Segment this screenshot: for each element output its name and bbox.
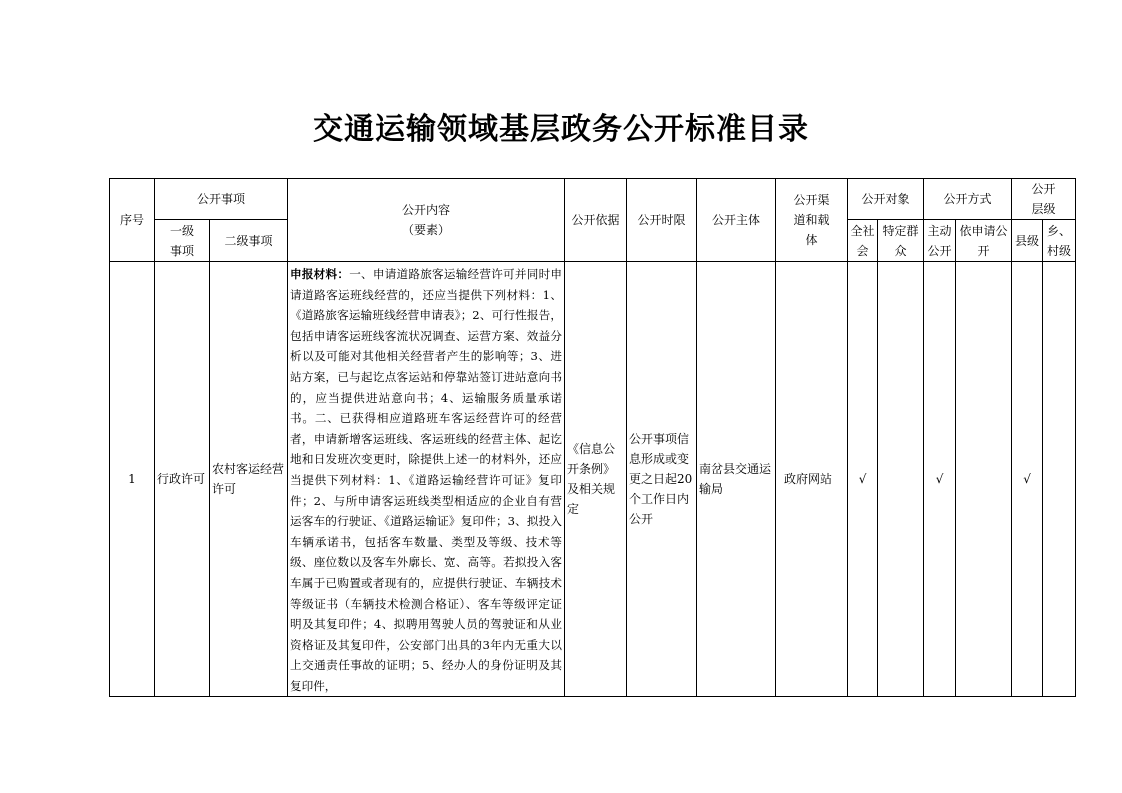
cell-basis: 《信息公开条例》及相关规定 bbox=[565, 262, 627, 697]
cell-subject: 南岔县交通运输局 bbox=[697, 262, 776, 697]
table-row bbox=[110, 262, 1076, 697]
header-method: 公开方式 bbox=[924, 179, 1012, 220]
cell-audience-all: √ bbox=[848, 262, 878, 697]
cell-audience-specific bbox=[878, 262, 924, 697]
header-level: 公开层级 bbox=[1012, 179, 1076, 220]
header-level2: 二级事项 bbox=[210, 220, 288, 262]
cell-method-active: √ bbox=[924, 262, 956, 697]
header-basis: 公开依据 bbox=[565, 179, 627, 262]
header-content bbox=[288, 179, 565, 262]
header-subject: 公开主体 bbox=[697, 179, 776, 262]
header-seq: 序号 bbox=[110, 179, 155, 262]
cell-time-limit: 公开事项信息形成或变更之日起20个工作日内公开 bbox=[627, 262, 697, 697]
cell-level1: 行政许可 bbox=[155, 262, 210, 697]
header-level-county: 县级 bbox=[1012, 220, 1043, 262]
cell-level-township bbox=[1043, 262, 1076, 697]
header-audience: 公开对象 bbox=[848, 179, 924, 220]
header-content-label: 公开内容 bbox=[402, 203, 451, 217]
content-text: 一、申请道路旅客运输经营许可并同时申请道路客运班线经营的，还应当提供下列材料：1、《道路旅客运输班线经营申请表》；2、可行性报告，包括申请客运班线客流状况调查、运营方案、效益分析以及可能对其他相关经营者产生的影响等；3、进站方案，已与起讫点客运站和停靠站签订进站意向书的，应当提供进站意向书；4、运输服务质量承诺书。二、已获得相应道路班车客运经营许可的经营者，申请新增客运班线、客运班线的经营主体、起讫地和日发班次变更时，除提供上述一的材料外，还应当提供下列材料：1、《道路运输经营许可证》复印件；2、与所申请客运班线类型相适应的企业自有营运客车的行驶证、《道路运输证》复印件；3、拟投入车辆承诺书，包括客车数量、类型及等级、技术等级、座位数以及客车外廓长、宽、高等。若拟投入客车属于已购置或者现有的，应提供行驶证、车辆技术等级证书（车辆技术检测合格证）、客车等级评定证明及其复印件；4、拟聘用驾驶人员的驾驶证和从业资格证及其复印件，公安部门出具的3年内无重大以上交通责任事故的证明；5、经办人的身份证明及其复印件， bbox=[290, 267, 563, 693]
document-title: 交通运输领域基层政务公开标准目录 bbox=[313, 112, 809, 147]
cell-method-request bbox=[956, 262, 1012, 697]
header-method-request: 依申请公开 bbox=[956, 220, 1012, 262]
header-level1: 一级事项 bbox=[155, 220, 210, 262]
header-row-main bbox=[110, 179, 1076, 220]
cell-level-county: √ bbox=[1012, 262, 1043, 697]
cell-content bbox=[288, 262, 565, 697]
header-method-active: 主动公开 bbox=[924, 220, 956, 262]
catalog-table bbox=[109, 178, 1076, 697]
cell-seq: 1 bbox=[110, 262, 155, 697]
content-lead: 申报材料： bbox=[290, 267, 350, 281]
header-audience-all: 全社会 bbox=[848, 220, 878, 262]
header-level-township: 乡、村级 bbox=[1043, 220, 1076, 262]
cell-level2: 农村客运经营许可 bbox=[210, 262, 288, 697]
header-time-limit: 公开时限 bbox=[627, 179, 697, 262]
cell-channel: 政府网站 bbox=[776, 262, 848, 697]
header-content-sub: （要素） bbox=[402, 223, 451, 237]
header-audience-specific: 特定群众 bbox=[878, 220, 924, 262]
header-channel: 公开渠道和载体 bbox=[776, 179, 848, 262]
header-matter: 公开事项 bbox=[155, 179, 288, 220]
